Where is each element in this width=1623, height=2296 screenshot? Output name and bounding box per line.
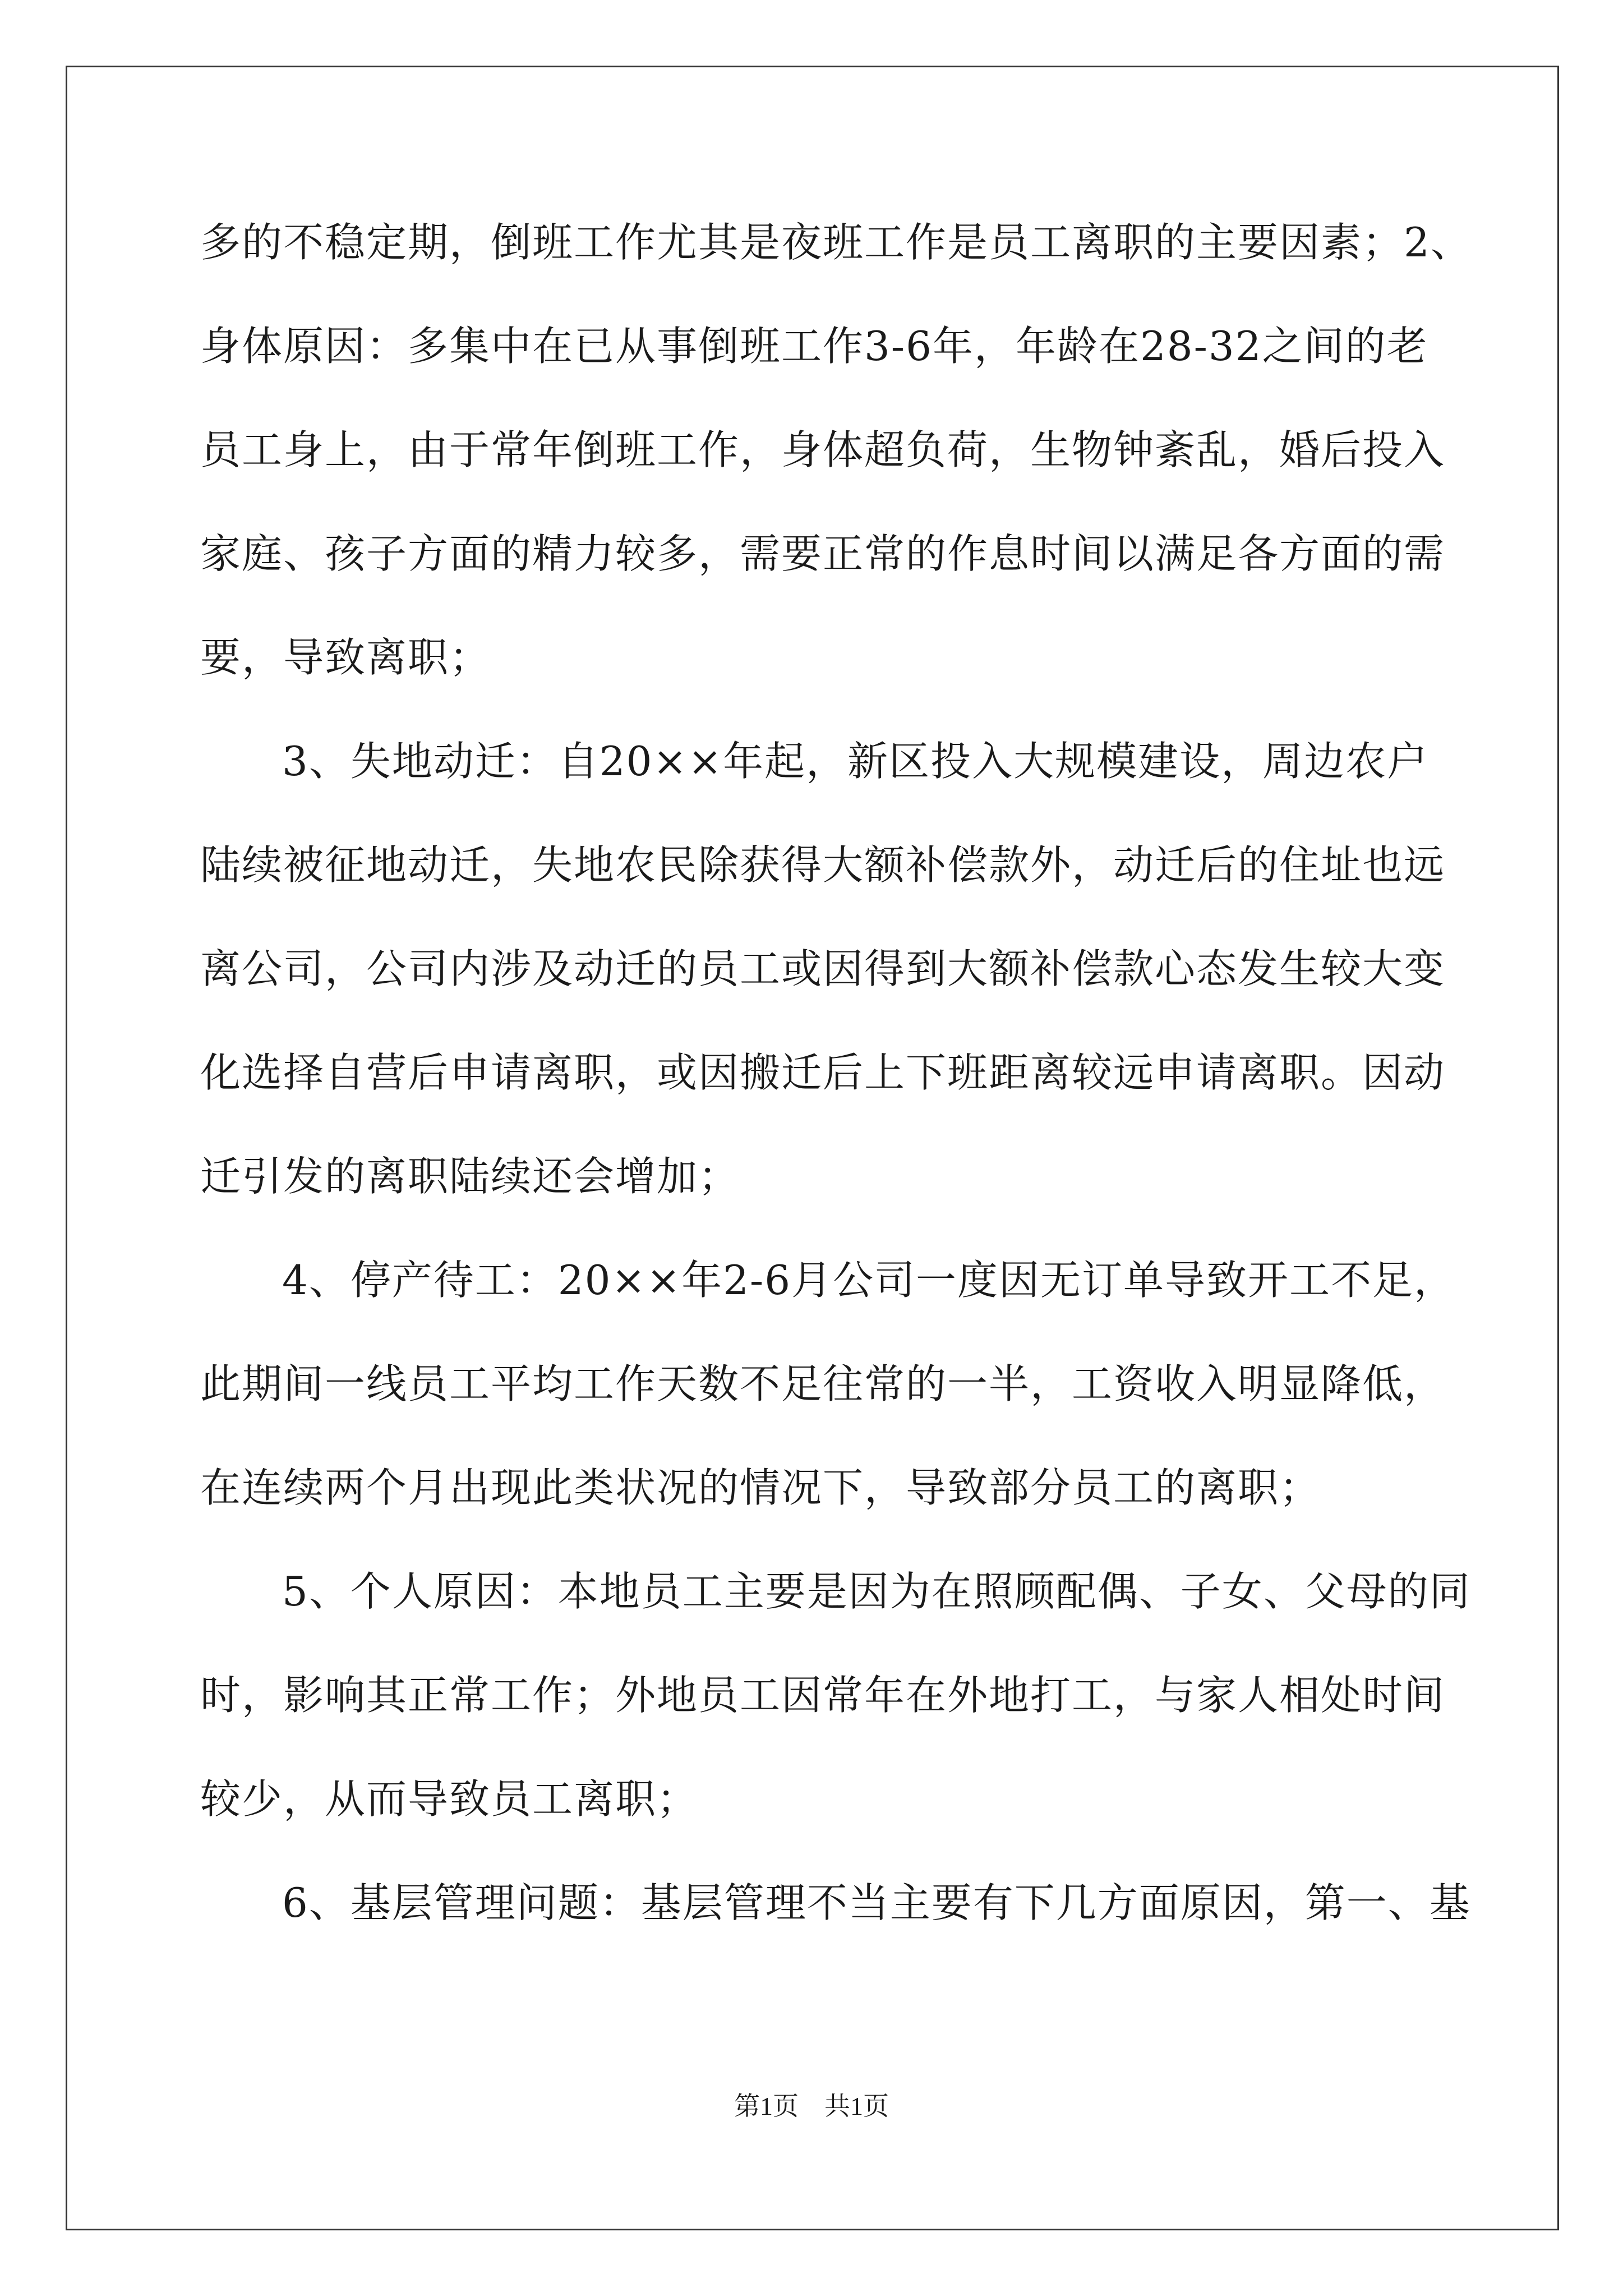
text-line-4: 家庭、孩子方面的精力较多，需要正常的作息时间以满足各方面的需 (200, 530, 1446, 577)
text-line-17: 6、基层管理问题：基层管理不当主要有下几方面原因，第一、基 (282, 1879, 1471, 1926)
text-line-2: 身体原因：多集中在已从事倒班工作3-6年，年龄在28-32之间的老 (200, 323, 1428, 370)
text-line-16: 较少，从而导致员工离职； (200, 1775, 699, 1823)
text-line-6: 3、失地动迁：自20××年起，新区投入大规模建设，周边农户 (282, 738, 1429, 785)
text-line-15: 时，影响其正常工作；外地员工因常年在外地打工，与家人相处时间 (200, 1672, 1446, 1719)
text-line-10: 迁引发的离职陆续还会增加； (200, 1153, 740, 1200)
text-line-1: 多的不稳定期，倒班工作尤其是夜班工作是员工离职的主要因素；2、 (200, 219, 1472, 266)
text-line-14: 5、个人原因：本地员工主要是因为在照顾配偶、子女、父母的同 (282, 1568, 1471, 1615)
text-line-12: 此期间一线员工平均工作天数不足往常的一半，工资收入明显降低， (200, 1360, 1446, 1407)
text-line-5: 要，导致离职； (200, 634, 491, 681)
text-line-11: 4、停产待工：20××年2-6月公司一度因无订单导致开工不足， (282, 1257, 1456, 1304)
text-line-13: 在连续两个月出现此类状况的情况下，导致部分员工的离职； (200, 1464, 1321, 1511)
text-line-3: 员工身上，由于常年倒班工作，身体超负荷，生物钟紊乱，婚后投入 (200, 426, 1446, 473)
text-line-7: 陆续被征地动迁，失地农民除获得大额补偿款外，动迁后的住址也远 (200, 841, 1446, 889)
page-footer: 第1页 共1页 (734, 2092, 889, 2120)
text-line-8: 离公司，公司内涉及动迁的员工或因得到大额补偿款心态发生较大变 (200, 945, 1446, 992)
text-line-9: 化选择自营后申请离职，或因搬迁后上下班距离较远申请离职。因动 (200, 1049, 1446, 1096)
document-body (200, 191, 1472, 1955)
